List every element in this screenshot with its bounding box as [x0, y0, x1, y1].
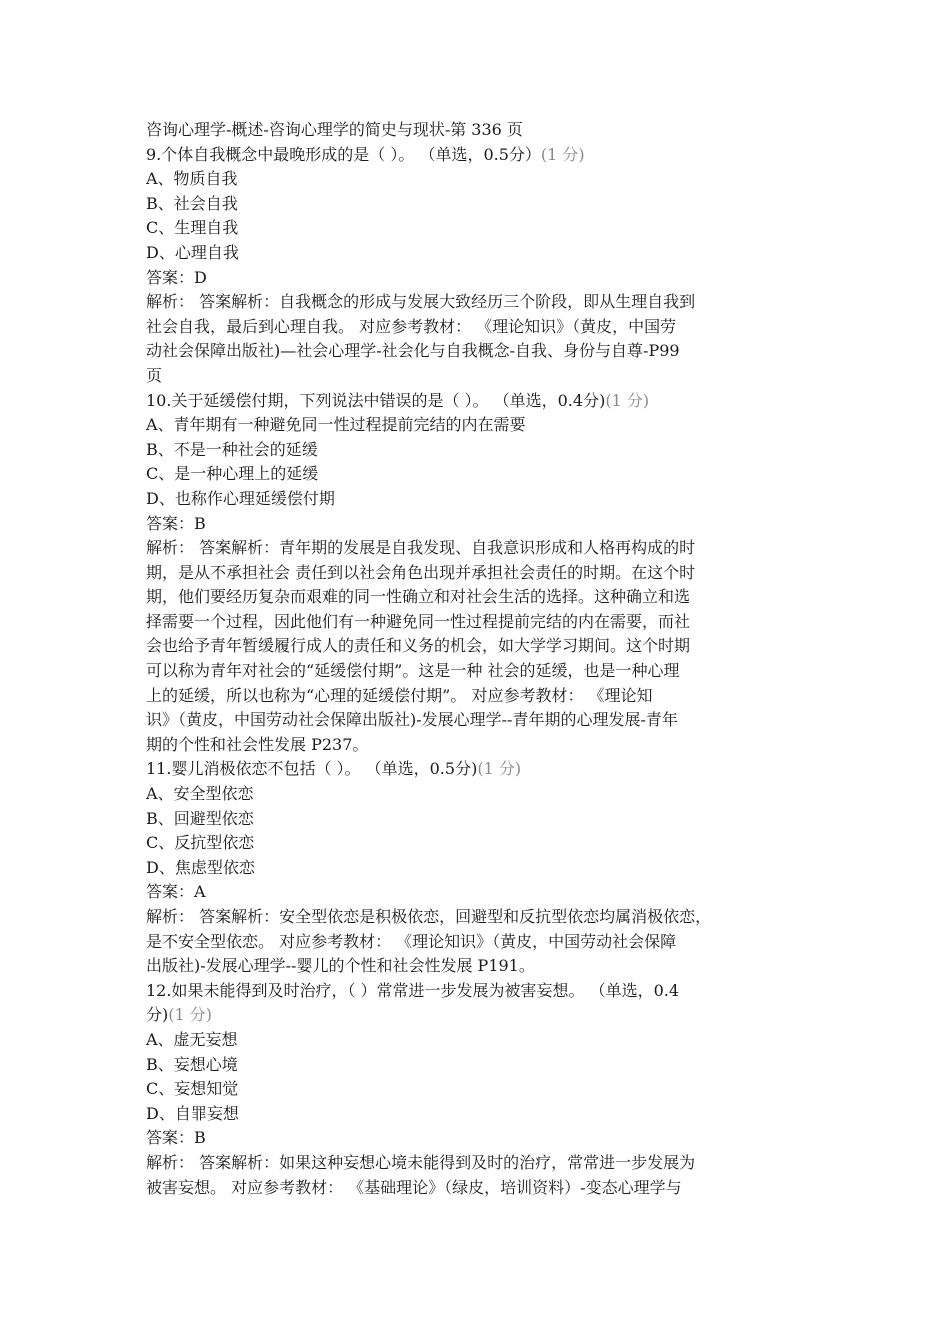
analysis-line: 上的延缓，所以也称为“心理的延缓偿付期”。 对应参考教材： 《理论知	[146, 685, 653, 705]
analysis-line: 是不安全型依恋。 对应参考教材： 《理论知识》（黄皮，中国劳动社会保障	[146, 931, 677, 951]
option-a: A、安全型依恋	[146, 784, 254, 804]
answer: 答案：B	[146, 513, 206, 533]
analysis-line: 期，他们要经历复杂而艰难的同一性确立和对社会生活的选择。这种确立和选	[146, 587, 691, 607]
answer: 答案：D	[146, 267, 207, 287]
analysis-line: 解析： 答案解析：如果这种妄想心境未能得到及时的治疗，常常进一步发展为	[146, 1152, 696, 1172]
option-c: C、是一种心理上的延缓	[146, 464, 319, 484]
score-text: (1 分)	[605, 390, 650, 410]
document-page	[146, 118, 816, 1200]
option-c: C、妄想知觉	[146, 1079, 239, 1099]
stem-text: 分)	[146, 1005, 169, 1025]
question-10	[146, 389, 816, 758]
score-text: (1 分)	[540, 144, 585, 164]
question-11	[146, 757, 816, 978]
option-d: D、心理自我	[146, 242, 239, 262]
question-stem	[146, 143, 816, 168]
question-stem-cont	[146, 1003, 816, 1028]
analysis-line: 解析： 答案解析：安全型依恋是积极依恋，回避型和反抗型依恋均属消极依恋，	[146, 907, 712, 926]
score-text: (1 分)	[477, 759, 522, 779]
analysis-line: 解析： 答案解析：自我概念的形成与发展大致经历三个阶段，即从生理自我到	[146, 292, 696, 312]
analysis-line: 会也给予青年暂缓履行成人的责任和义务的机会，如大学学习期间。这个时期	[146, 636, 691, 656]
stem-text: 9.个体自我概念中最晚形成的是（ ）。 （单选，0.5分）	[146, 144, 541, 164]
option-b: B、社会自我	[146, 193, 238, 213]
analysis-line: 社会自我，最后到心理自我。 对应参考教材： 《理论知识》（黄皮，中国劳	[146, 316, 677, 336]
question-stem: 12.如果未能得到及时治疗，（ ）常常进一步发展为被害妄想。 （单选，0.4	[146, 980, 680, 1000]
option-b: B、回避型依恋	[146, 808, 254, 828]
analysis-line: 被害妄想。 对应参考教材： 《基础理论》（绿皮，培训资料）-变态心理学与	[146, 1177, 682, 1197]
analysis-line: 期，是从不承担社会 责任到以社会角色出现并承担社会责任的时期。在这个时	[146, 562, 696, 582]
intro-line: 咨询心理学-概述-咨询心理学的简史与现状-第 336 页	[146, 120, 523, 139]
analysis-line: 可以称为青年对社会的“延缓偿付期”。这是一种 社会的延缓，也是一种心理	[146, 661, 680, 681]
analysis-line: 解析： 答案解析：青年期的发展是自我发现、自我意识形成和人格再构成的时	[146, 538, 696, 558]
answer: 答案：A	[146, 882, 206, 902]
score-text: (1 分)	[168, 1005, 213, 1025]
stem-text: 10.关于延缓偿付期，下列说法中错误的是（ ）。 （单选，0.4分)	[146, 390, 606, 410]
question-12	[146, 979, 816, 1200]
answer: 答案：B	[146, 1128, 206, 1148]
analysis-line: 识》（黄皮，中国劳动社会保障出版社)-发展心理学--青年期的心理发展-青年	[146, 710, 678, 730]
option-c: C、反抗型依恋	[146, 833, 255, 853]
option-a: A、物质自我	[146, 169, 238, 189]
question-9	[146, 143, 816, 389]
analysis-line: 动社会保障出版社)—社会心理学-社会化与自我概念-自我、身份与自尊-P99	[146, 341, 680, 361]
analysis-line: 择需要一个过程，因此他们有一种避免同一性过程提前完结的内在需要，而社	[146, 611, 691, 631]
analysis-line: 期的个性和社会性发展 P237。	[146, 734, 369, 754]
option-d: D、自罪妄想	[146, 1103, 239, 1123]
option-b: B、妄想心境	[146, 1054, 238, 1074]
option-d: D、焦虑型依恋	[146, 857, 255, 877]
analysis-line: 出版社)-发展心理学--婴儿的个性和社会性发展 P191。	[146, 956, 535, 976]
option-b: B、不是一种社会的延缓	[146, 439, 318, 459]
stem-text: 11.婴儿消极依恋不包括（ ）。 （单选，0.5分)	[146, 759, 478, 779]
option-a: A、青年期有一种避免同一性过程提前完结的内在需要	[146, 415, 526, 435]
option-a: A、虚无妄想	[146, 1029, 238, 1049]
question-stem	[146, 389, 816, 414]
analysis-line: 页	[146, 365, 163, 385]
option-d: D、也称作心理延缓偿付期	[146, 488, 335, 508]
question-stem	[146, 757, 816, 782]
option-c: C、生理自我	[146, 218, 239, 238]
